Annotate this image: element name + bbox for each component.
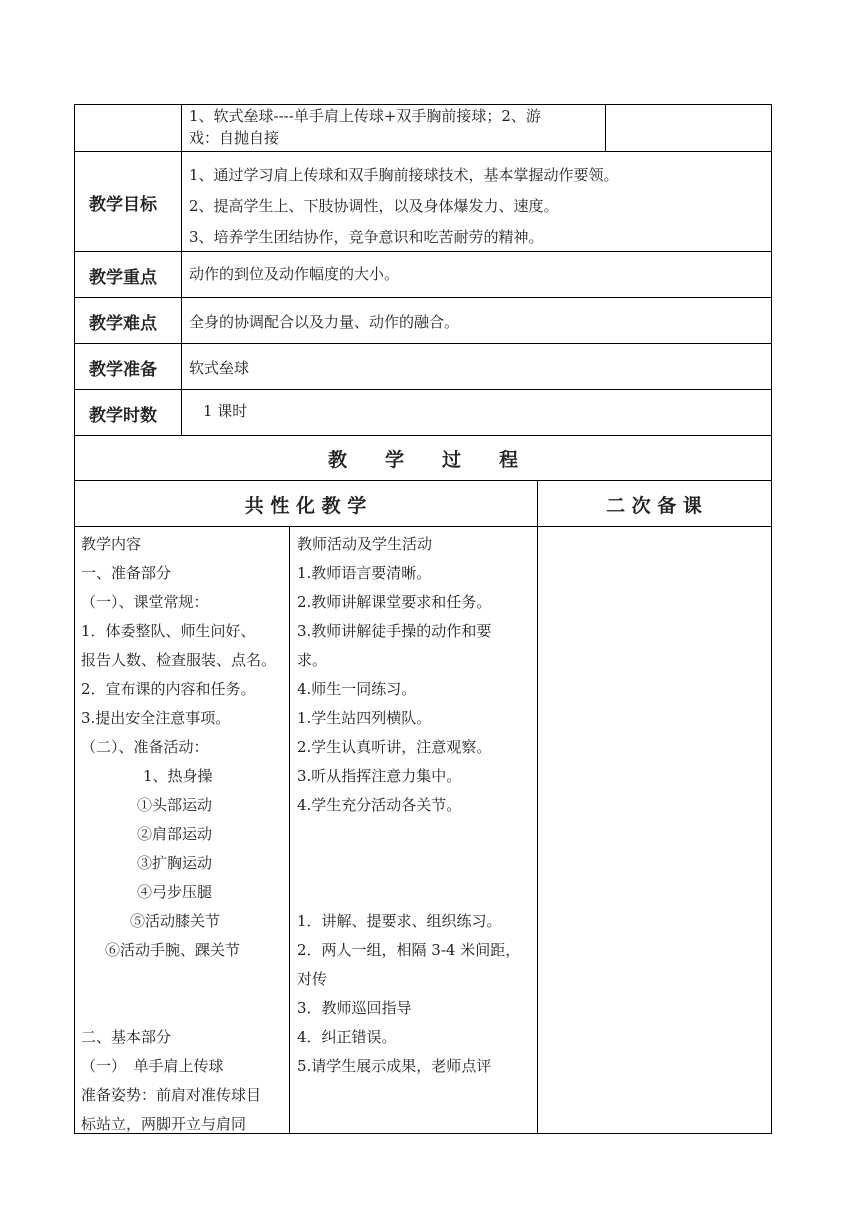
topic-line-1: 1、软式垒球----单手肩上传球+双手胸前接球；2、游	[189, 107, 541, 125]
hours-value: 1 课时	[203, 402, 248, 420]
activity-line: 3.教师讲解徒手操的动作和要	[297, 622, 492, 640]
content-line: 标站立，两脚开立与肩同	[81, 1115, 247, 1133]
content-line: 教学内容	[81, 535, 142, 553]
activity-line: 1.教师语言要清晰。	[297, 564, 432, 582]
topic-line-2: 戏：自抛自接	[189, 129, 280, 147]
content-line: 1．体委整队、师生问好、	[81, 622, 256, 640]
content-line: 准备姿势：前肩对准传球目	[81, 1086, 262, 1104]
content-line: 报告人数、检查服装、点名。	[81, 651, 277, 669]
content-line: 二、基本部分	[81, 1028, 172, 1046]
hours-label: 教学时数	[89, 406, 157, 426]
objective-item: 1、通过学习肩上传球和双手胸前接球技术，基本掌握动作要领。	[189, 166, 619, 184]
objectives-label: 教学目标	[89, 195, 157, 215]
content-line: ④弓步压腿	[137, 883, 213, 901]
activity-line	[297, 820, 535, 849]
activity-line: 3.听从指挥注意力集中。	[297, 767, 462, 785]
second-prep-title: 二 次 备 课	[606, 495, 702, 517]
activity-line: 1．讲解、提要求、组织练习。	[297, 912, 502, 930]
difficulty-value: 全身的协调配合以及力量、动作的融合。	[189, 313, 460, 331]
content-line: ⑥活动手腕、踝关节	[105, 941, 241, 959]
content-line: （二）、准备活动：	[81, 738, 209, 756]
objective-item: 2、提高学生上、下肢协调性，以及身体爆发力、速度。	[189, 197, 559, 215]
topic-cell	[189, 104, 601, 148]
content-line: （一） 单手肩上传球	[81, 1057, 224, 1075]
activity-line: 2.教师讲解课堂要求和任务。	[297, 593, 492, 611]
content-column	[81, 530, 287, 1139]
content-line: （一）、课堂常规：	[81, 593, 209, 611]
common-teaching-title: 共 性 化 教 学	[244, 495, 367, 517]
key-point-label: 教学重点	[89, 268, 157, 288]
content-line: 2．宣布课的内容和任务。	[81, 680, 256, 698]
activity-line: 教师活动及学生活动	[297, 535, 433, 553]
content-line: 一、准备部分	[81, 564, 172, 582]
process-title: 教 学 过 程	[327, 449, 518, 471]
activity-line: 2.学生认真听讲，注意观察。	[297, 738, 492, 756]
activity-line: 5.请学生展示成果，老师点评	[297, 1057, 492, 1075]
content-line: 3.提出安全注意事项。	[81, 709, 231, 727]
activity-line	[297, 849, 535, 878]
activity-line: 2．两人一组，相隔 3-4 米间距，	[297, 941, 521, 959]
preparation-label: 教学准备	[89, 360, 157, 380]
key-point-value: 动作的到位及动作幅度的大小。	[189, 265, 400, 283]
activity-line: 4.师生一同练习。	[297, 680, 417, 698]
activity-line: 对传	[297, 970, 328, 988]
activity-line: 4．纠正错误。	[297, 1028, 397, 1046]
objective-item: 3、培养学生团结协作，竞争意识和吃苦耐劳的精神。	[189, 228, 544, 246]
objectives-list	[189, 161, 619, 254]
activity-line: 求。	[297, 651, 328, 669]
content-line: ③扩胸运动	[137, 854, 213, 872]
difficulty-label: 教学难点	[89, 314, 157, 334]
activity-line: 3．教师巡回指导	[297, 999, 412, 1017]
content-line: ②肩部运动	[137, 825, 213, 843]
activity-column	[297, 530, 535, 1081]
activity-line: 1.学生站四列横队。	[297, 709, 432, 727]
activity-line: 4.学生充分活动各关节。	[297, 796, 462, 814]
content-line: ①头部运动	[137, 796, 213, 814]
preparation-value: 软式垒球	[189, 359, 250, 377]
content-line	[81, 994, 287, 1023]
content-line: ⑤活动膝关节	[130, 912, 221, 930]
activity-line	[297, 878, 535, 907]
content-line: 1、热身操	[143, 767, 213, 785]
content-line	[81, 965, 287, 994]
